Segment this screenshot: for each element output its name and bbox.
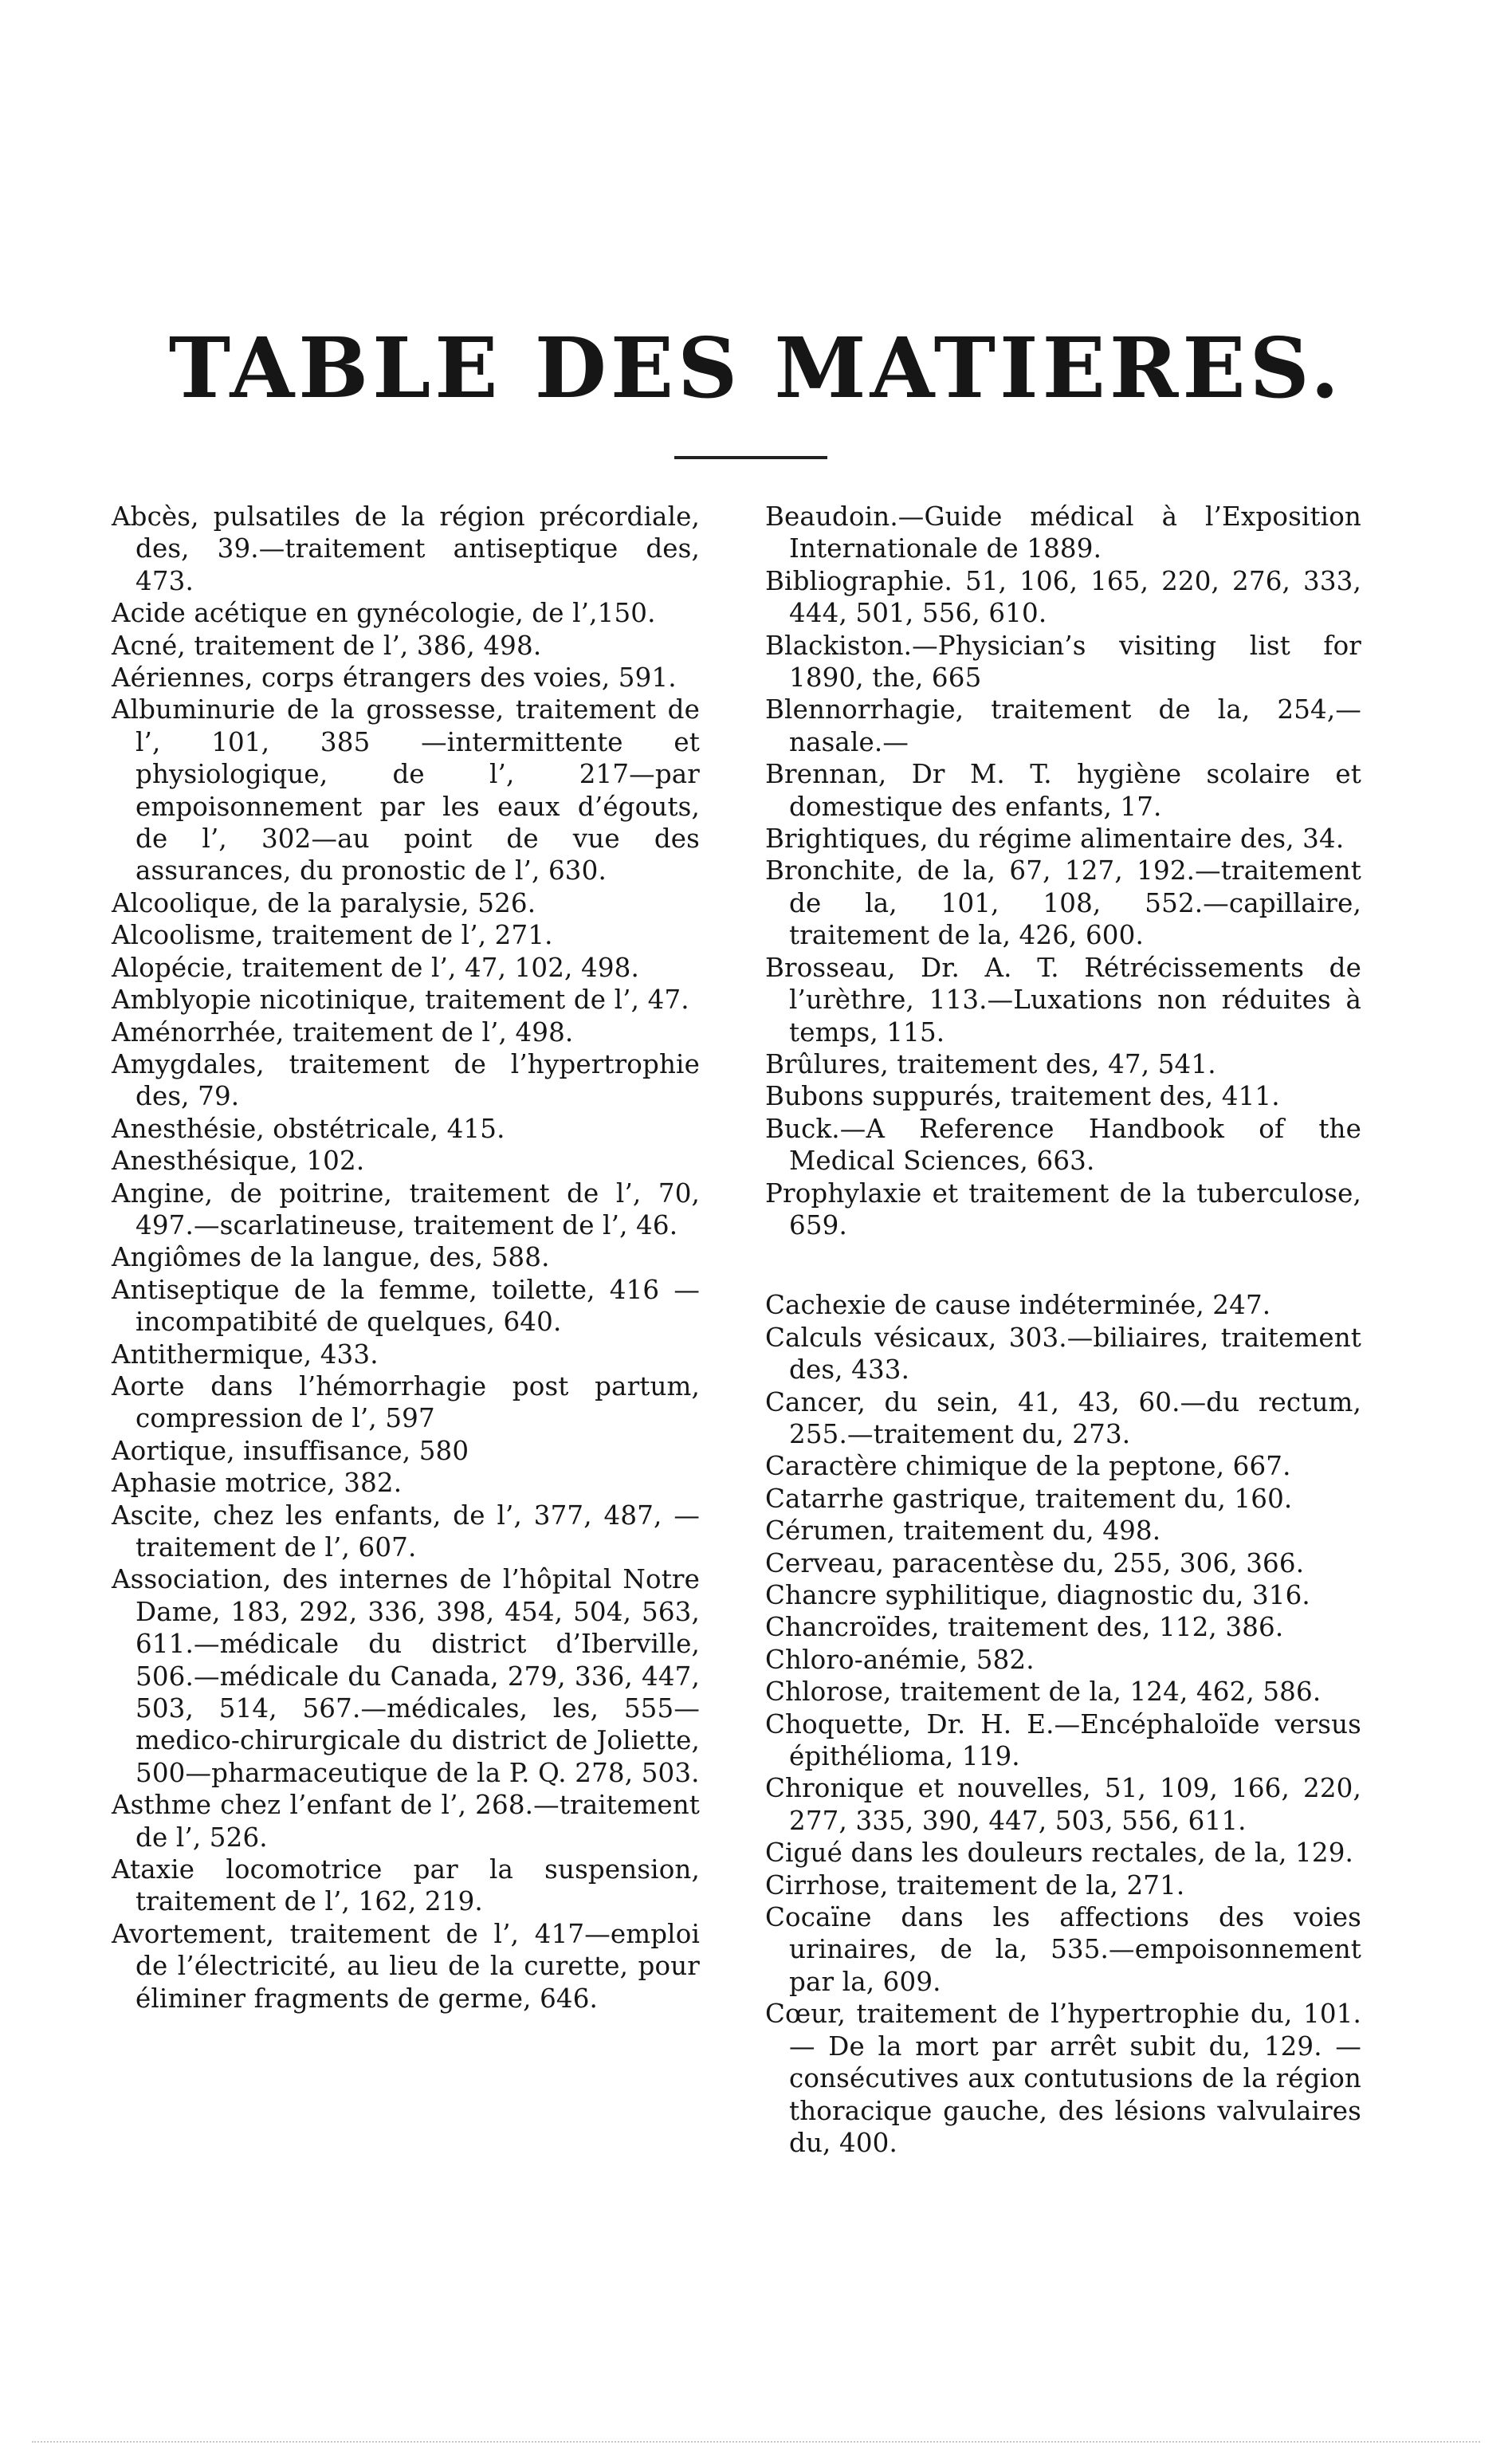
index-entry: Ataxie locomotrice par la suspension, traitement de l’, 162, 219. <box>112 1854 700 1917</box>
index-entry: Aménorrhée, traitement de l’, 498. <box>112 1016 574 1048</box>
index-entry: Cachexie de cause indéterminée, 247. <box>765 1290 1271 1321</box>
index-entry: Alopécie, traitement de l’, 47, 102, 498. <box>112 952 639 983</box>
index-entry: Angine, de poitrine, traitement de l’, 70, 497.—scarlatineuse, traitement de l’, 46. <box>112 1177 700 1240</box>
index-entry: Albuminurie de la grossesse, traitement de l’, 101, 385 —intermittente et physiologique, de l’, 217—par empoisonnement par les eaux d’égouts, de l’, 302—au point de vue des assurances, du pronostic de l’, 630. <box>112 694 700 886</box>
index-entry: Asthme chez l’enfant de l’, 268.—traitement de l’, 526. <box>112 1790 700 1853</box>
index-entry: Antithermique, 433. <box>112 1339 379 1370</box>
index-entry: Cerveau, paracentèse du, 255, 306, 366. <box>765 1547 1305 1578</box>
index-entry: Aortique, insuffisance, 580 <box>112 1435 469 1466</box>
index-entry: Cocaïne dans les affections des voies urinaires, de la, 535.—empoisonnement par la, 609. <box>765 1902 1361 1997</box>
index-entry: Bubons suppurés, traitement des, 411. <box>765 1081 1280 1112</box>
index-entry: Avortement, traitement de l’, 417—emploi de l’électricité, au lieu de la curette, pour éliminer fragments de germe, 646. <box>112 1918 700 2014</box>
index-entry: Chancroïdes, traitement des, 112, 386. <box>765 1612 1284 1643</box>
index-entry: Brûlures, traitement des, 47, 541. <box>765 1048 1216 1079</box>
index-entry: Beaudoin.—Guide médical à l’Exposition Internationale de 1889. <box>765 501 1361 564</box>
index-entry: Alcoolique, de la paralysie, 526. <box>112 887 536 918</box>
index-entry: Calculs vésicaux, 303.—biliaires, traitement des, 433. <box>765 1322 1361 1386</box>
index-entry: Chloro-anémie, 582. <box>765 1644 1035 1675</box>
index-entry: Ascite, chez les enfants, de l’, 377, 487, —traitement de l’, 607. <box>112 1500 700 1563</box>
index-entry: Aorte dans l’hémorrhagie post partum, compression de l’, 597 <box>112 1370 700 1434</box>
scan-edge-speckle <box>32 2441 1480 2444</box>
index-entry: Angiômes de la langue, des, 588. <box>112 1242 550 1273</box>
index-entry: Aphasie motrice, 382. <box>112 1468 403 1499</box>
index-entry: Anesthésie, obstétricale, 415. <box>112 1113 505 1144</box>
index-entry: Cérumen, traitement du, 498. <box>765 1515 1161 1547</box>
index-entry: Cirrhose, traitement de la, 271. <box>765 1869 1185 1901</box>
index-entry: Aériennes, corps étrangers des voies, 591. <box>112 662 677 694</box>
index-entry: Brennan, Dr M. T. hygiène scolaire et domestique des enfants, 17. <box>765 759 1361 822</box>
index-entry: Antiseptique de la femme, toilette, 416 —incompatibité de quelques, 640. <box>112 1274 700 1338</box>
index-entry: Caractère chimique de la peptone, 667. <box>765 1451 1291 1482</box>
index-entry: Amygdales, traitement de l’hypertrophie des, 79. <box>112 1048 700 1112</box>
index-entry: Cœur, traitement de l’hypertrophie du, 101. — De la mort par arrêt subit du, 129. — consécutives aux contutusions de la région thoracique gauche, des lésions valvulaires du, 400. <box>765 1999 1361 2158</box>
index-entry: Abcès, pulsatiles de la région précordiale, des, 39.—traitement antiseptique des, 473. <box>112 501 700 596</box>
index-entry: Chlorose, traitement de la, 124, 462, 586. <box>765 1677 1322 1708</box>
index-entry: Choquette, Dr. H. E.—Encéphaloïde versus épithélioma, 119. <box>765 1708 1361 1772</box>
index-entry: Amblyopie nicotinique, traitement de l’, 47. <box>112 985 689 1016</box>
title-divider <box>674 456 827 459</box>
index-entry: Blackiston.—Physician’s visiting list for 1890, the, 665 <box>765 630 1361 694</box>
index-entry: Acide acétique en gynécologie, de l’,150. <box>112 598 656 629</box>
index-entry: Bronchite, de la, 67, 127, 192.—traitement de la, 101, 108, 552.—capillaire, traitement de la, 426, 600. <box>765 855 1361 951</box>
index-entry: Cigué dans les douleurs rectales, de la, 129. <box>765 1838 1354 1869</box>
index-entry: Chancre syphilitique, diagnostic du, 316. <box>765 1580 1310 1610</box>
index-entry: Anesthésique, 102. <box>112 1146 365 1177</box>
index-entry: Bibliographie. 51, 106, 165, 220, 276, 333, 444, 501, 556, 610. <box>765 565 1361 629</box>
index-entry: Brosseau, Dr. A. T. Rétrécissements de l’urèthre, 113.—Luxations non réduites à temps, 115. <box>765 952 1361 1048</box>
index-entry: Catarrhe gastrique, traitement du, 160. <box>765 1483 1293 1514</box>
index-entry: Cancer, du sein, 41, 43, 60.—du rectum, 255.—traitement du, 273. <box>765 1386 1361 1449</box>
index-entry: Association, des internes de l’hôpital Notre Dame, 183, 292, 336, 398, 454, 504, 563, 611.—médicale du district d’Iberville, 506.—médicale du Canada, 279, 336, 447, 503, 514, 567.—médicales, les, 555—medico-chirurgicale du district de Joliette, 500—pharmaceutique de la P. Q. 278, 503. <box>112 1564 700 1788</box>
index-entry: Chronique et nouvelles, 51, 109, 166, 220, 277, 335, 390, 447, 503, 556, 611. <box>765 1773 1361 1836</box>
index-entry: Prophylaxie et traitement de la tuberculose, 659. <box>765 1177 1361 1240</box>
index-column-left <box>112 501 700 2015</box>
index-column-right <box>765 501 1361 2159</box>
page-title: TABLE DES MATIERES. <box>168 319 1344 417</box>
index-entry: Blennorrhagie, traitement de la, 254,—nasale.— <box>765 694 1361 757</box>
index-entry: Buck.—A Reference Handbook of the Medical Sciences, 663. <box>765 1113 1361 1177</box>
index-entry: Acné, traitement de l’, 386, 498. <box>112 630 542 661</box>
index-entry: Alcoolisme, traitement de l’, 271. <box>112 920 553 951</box>
index-entry: Brightiques, du régime alimentaire des, 34. <box>765 824 1345 855</box>
